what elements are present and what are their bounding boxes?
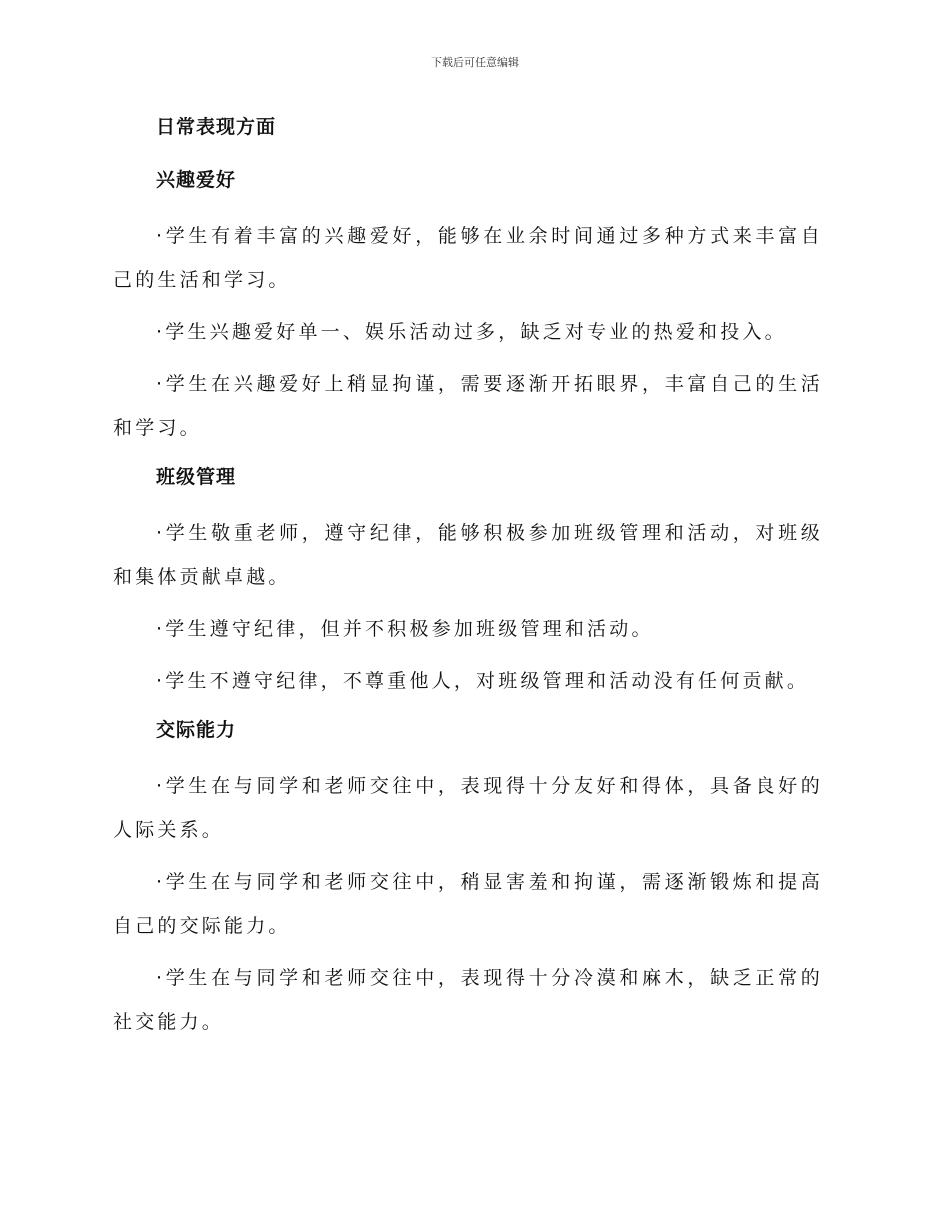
section-heading-class-management: 班级管理 [156, 466, 237, 488]
section-item: ·学生兴趣爱好单一、娱乐活动过多，缺乏对专业的热爱和投入。 [156, 321, 787, 343]
section-item: ·学生有着丰富的兴趣爱好，能够在业余时间通过多种方式来丰富自己的生活和学习。 [113, 225, 823, 291]
section-item: ·学生在与同学和老师交往中，稍显害羞和拘谨，需逐渐锻炼和提高自己的交际能力。 [113, 871, 823, 937]
section-item: ·学生在与同学和老师交往中，表现得十分冷漠和麻木，缺乏正常的社交能力。 [113, 967, 823, 1033]
section-item: ·学生不遵守纪律，不尊重他人，对班级管理和活动没有任何贡献。 [156, 670, 810, 692]
section-heading-interests: 兴趣爱好 [156, 169, 237, 191]
section-item: ·学生在与同学和老师交往中，表现得十分友好和得体，具备良好的人际关系。 [113, 775, 823, 841]
section-item: ·学生遵守纪律，但并不积极参加班级管理和活动。 [156, 618, 654, 640]
document-title: 日常表现方面 [156, 116, 277, 138]
page-header: 下载后可任意编辑 [431, 56, 519, 69]
section-item: ·学生在兴趣爱好上稍显拘谨，需要逐渐开拓眼界，丰富自己的生活和学习。 [113, 373, 823, 439]
section-heading-social-skills: 交际能力 [156, 719, 237, 741]
document-body [113, 108, 823, 1052]
section-item: ·学生敬重老师，遵守纪律，能够积极参加班级管理和活动，对班级和集体贡献卓越。 [113, 522, 823, 588]
